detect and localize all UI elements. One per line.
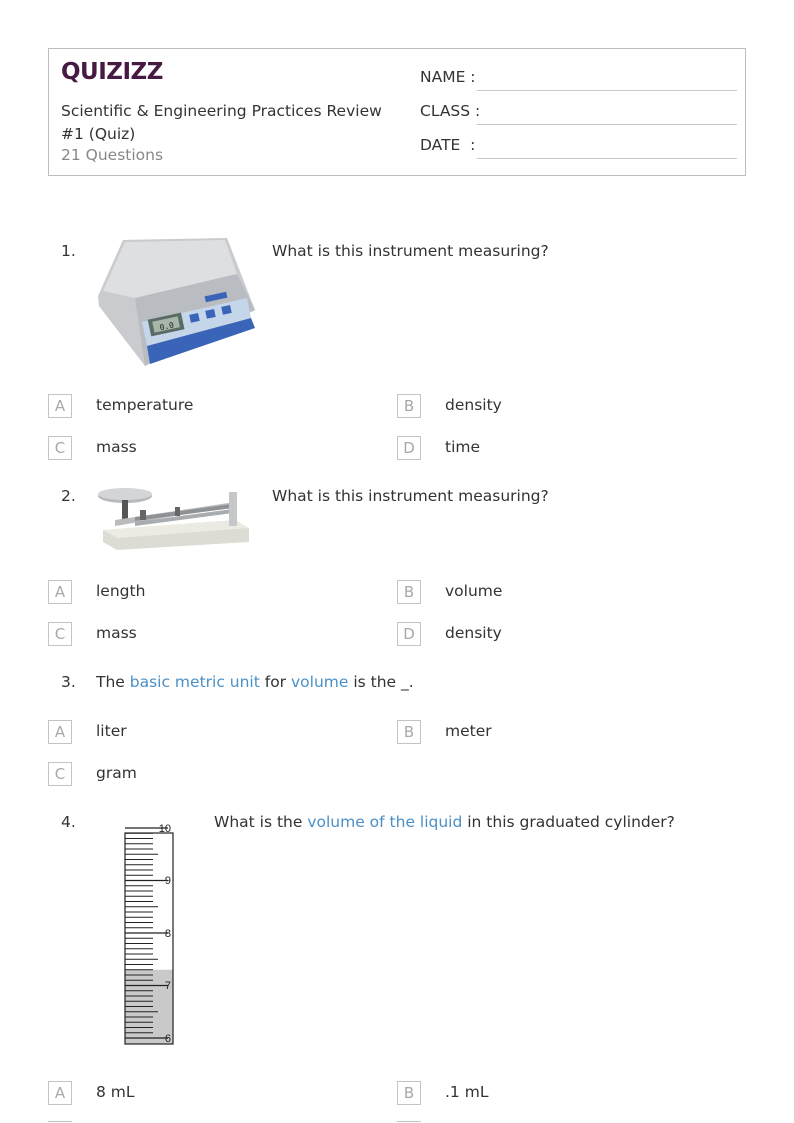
option-c-box[interactable]: C: [48, 762, 72, 786]
name-line[interactable]: [477, 90, 737, 91]
cylinder-label-7: 7: [164, 980, 171, 992]
option-a-text: 8 mL: [96, 1083, 135, 1101]
option-a-box[interactable]: A: [48, 580, 72, 604]
option-b-box[interactable]: B: [397, 580, 421, 604]
worksheet-header: [48, 48, 746, 176]
question-count: 21 Questions: [61, 146, 164, 164]
date-field[interactable]: [420, 136, 735, 160]
option-c-text: mass: [96, 438, 137, 456]
cylinder-label-10: 10: [158, 823, 171, 835]
name-field[interactable]: [420, 68, 735, 92]
highlight-volume: volume: [290, 673, 349, 691]
question-text: What is this instrument measuring?: [272, 242, 549, 260]
date-label: DATE :: [420, 136, 476, 154]
option-a-box[interactable]: A: [48, 394, 72, 418]
question-text: [96, 673, 414, 691]
question-number: 1.: [61, 242, 76, 260]
option-b-box[interactable]: B: [397, 394, 421, 418]
text-part: for: [259, 673, 291, 691]
text-part: The: [96, 673, 130, 691]
digital-scale-image: [95, 236, 257, 368]
question-number: 4.: [61, 813, 76, 831]
text-part: What is the: [214, 813, 308, 831]
option-b-text: volume: [445, 582, 503, 600]
option-b-text: meter: [445, 722, 492, 740]
option-b-box[interactable]: B: [397, 720, 421, 744]
class-line[interactable]: [477, 124, 737, 125]
option-d-box[interactable]: D: [397, 436, 421, 460]
graduated-cylinder-image: [110, 818, 190, 1050]
option-d-text: density: [445, 624, 502, 642]
option-c-text: mass: [96, 624, 137, 642]
triple-beam-balance-image: [95, 484, 257, 554]
question-text: [214, 813, 675, 831]
highlight-basic-metric-unit: basic metric unit: [129, 673, 260, 691]
option-d-text: time: [445, 438, 481, 456]
option-a-text: temperature: [96, 396, 194, 414]
option-c-box[interactable]: C: [48, 436, 72, 460]
option-d-box[interactable]: D: [397, 622, 421, 646]
cylinder-label-9: 9: [164, 875, 171, 887]
highlight-volume-of-liquid: volume of the liquid: [307, 813, 463, 831]
class-label: CLASS :: [420, 102, 481, 120]
option-b-box[interactable]: B: [397, 1081, 421, 1105]
name-label: NAME :: [420, 68, 476, 86]
quizizz-logo: QUIZIZZ: [61, 59, 163, 85]
option-a-text: length: [96, 582, 146, 600]
option-c-text: gram: [96, 764, 137, 782]
quiz-title: Scientific & Engineering Practices Review #1 (Quiz): [61, 102, 382, 143]
option-c-box[interactable]: C: [48, 622, 72, 646]
date-line[interactable]: [477, 158, 737, 159]
option-a-text: liter: [96, 722, 127, 740]
question-number: 2.: [61, 487, 76, 505]
text-part: is the _.: [348, 673, 414, 691]
option-b-text: density: [445, 396, 502, 414]
question-text: What is this instrument measuring?: [272, 487, 549, 505]
cylinder-label-6: 6: [164, 1033, 171, 1045]
option-a-box[interactable]: A: [48, 1081, 72, 1105]
scale-display: 0.0: [158, 320, 175, 333]
question-number: 3.: [61, 673, 76, 691]
option-b-text: .1 mL: [445, 1083, 489, 1101]
cylinder-label-8: 8: [164, 928, 171, 940]
text-part: in this graduated cylinder?: [462, 813, 675, 831]
option-a-box[interactable]: A: [48, 720, 72, 744]
class-field[interactable]: [420, 102, 735, 126]
